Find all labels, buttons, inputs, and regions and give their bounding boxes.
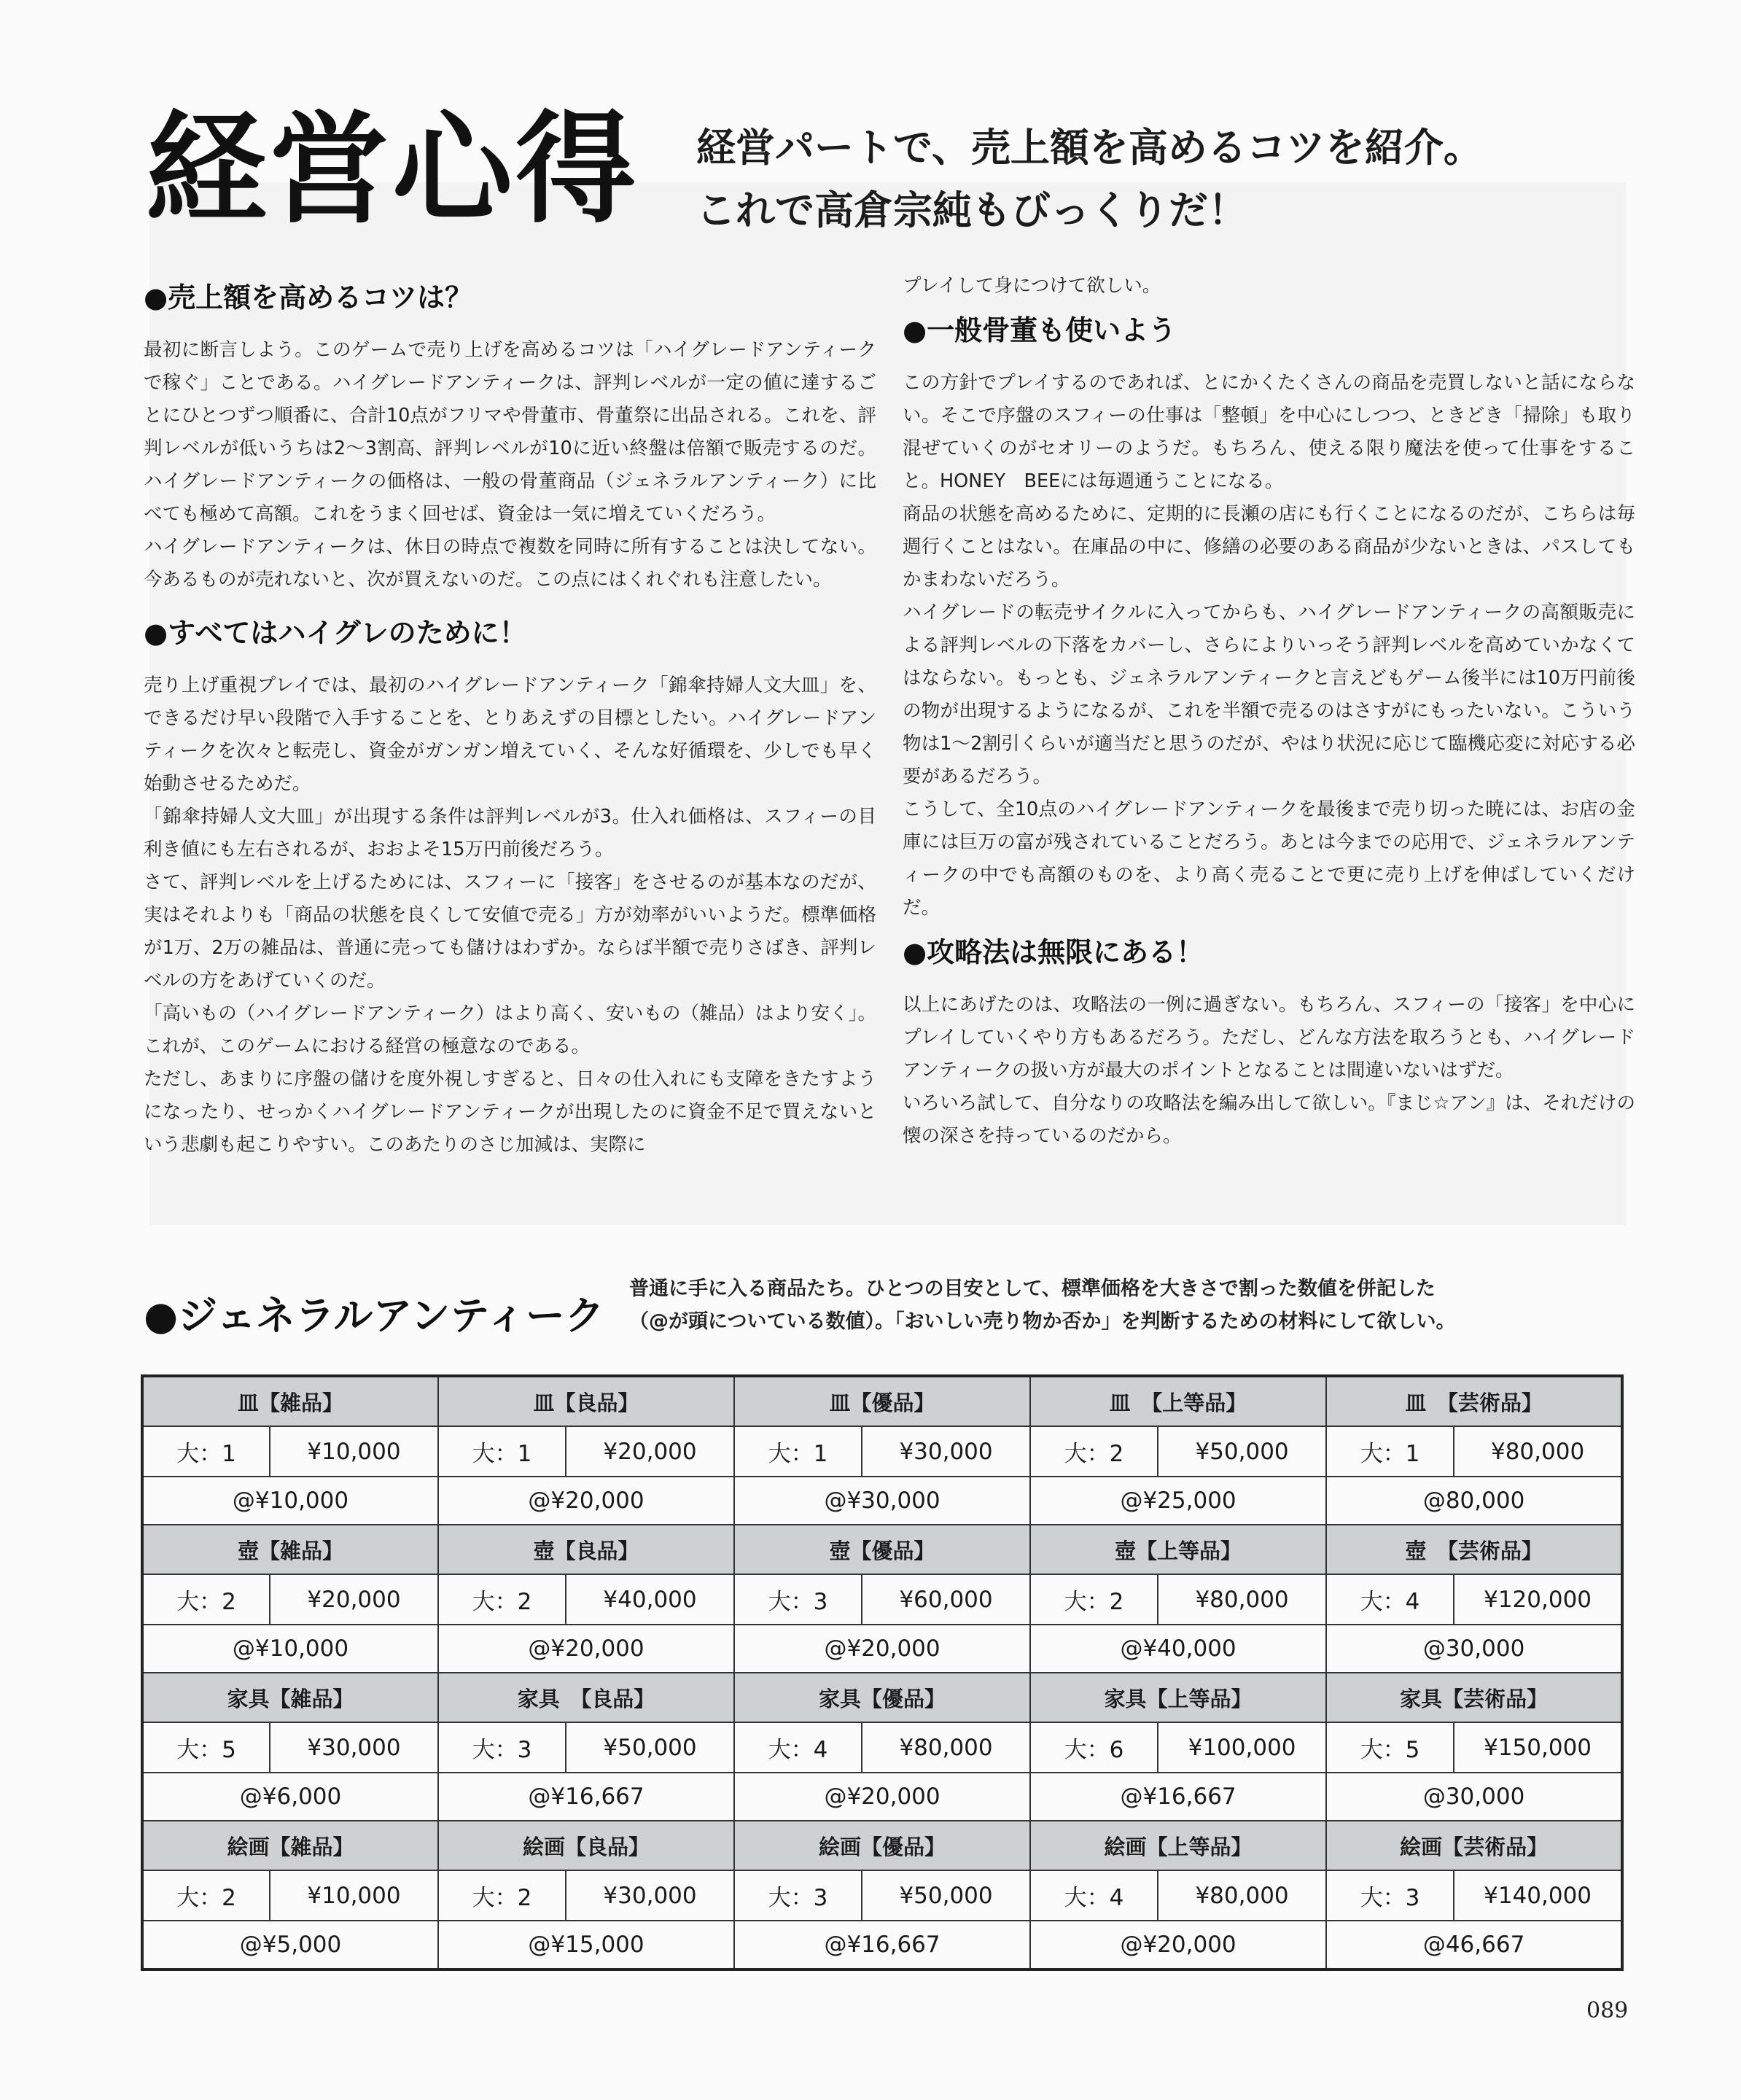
paragraph: プレイして身につけて欲しい。 <box>903 275 1161 297</box>
item-unit-price: @¥6,000 <box>142 1773 438 1821</box>
item-price: ¥20,000 <box>566 1426 734 1477</box>
item-price: ¥80,000 <box>862 1722 1030 1773</box>
item-category-label: 壺【雑品】 <box>142 1525 438 1574</box>
heading-high-grade: ●すべてはハイグレのために！ <box>144 617 527 649</box>
item-price: ¥80,000 <box>1454 1426 1622 1477</box>
item-unit-price: @¥5,000 <box>142 1921 438 1969</box>
item-size: 大：3 <box>438 1722 566 1773</box>
item-category-label: 皿【優品】 <box>734 1376 1030 1426</box>
item-size: 大：1 <box>438 1426 566 1477</box>
left-column <box>144 277 876 1162</box>
item-price: ¥60,000 <box>862 1574 1030 1625</box>
heading-general-antique-use: ●一般骨董も使いよう <box>903 314 1177 346</box>
item-price: ¥120,000 <box>1454 1574 1622 1625</box>
item-price: ¥50,000 <box>1158 1426 1326 1477</box>
unit-price-row <box>142 1477 1622 1525</box>
item-size: 大：3 <box>1326 1870 1454 1921</box>
item-unit-price: @¥20,000 <box>1030 1921 1326 1969</box>
item-category-label: 家具【雑品】 <box>142 1673 438 1722</box>
item-unit-price: @46,667 <box>1326 1921 1622 1969</box>
heading-infinite-strategy: ●攻略法は無限にある！ <box>903 936 1204 968</box>
item-size: 大：4 <box>734 1722 862 1773</box>
item-category-label: 家具【芸術品】 <box>1326 1673 1622 1722</box>
item-unit-price: @¥40,000 <box>1030 1625 1326 1673</box>
item-category-label: 絵画【上等品】 <box>1030 1821 1326 1870</box>
category-header-row <box>142 1673 1622 1722</box>
item-size: 大：2 <box>142 1574 270 1625</box>
item-size: 大：5 <box>1326 1722 1454 1773</box>
item-size: 大：2 <box>1030 1426 1158 1477</box>
item-unit-price: @¥10,000 <box>142 1477 438 1525</box>
item-size: 大：3 <box>734 1574 862 1625</box>
unit-price-row <box>142 1921 1622 1969</box>
size-price-row <box>142 1426 1622 1477</box>
item-size: 大：4 <box>1030 1870 1158 1921</box>
item-category-label: 絵画【優品】 <box>734 1821 1030 1870</box>
item-size: 大：6 <box>1030 1722 1158 1773</box>
item-price: ¥10,000 <box>270 1426 438 1477</box>
item-category-label: 皿 【芸術品】 <box>1326 1376 1622 1426</box>
paragraph: 売り上げ重視プレイでは、最初のハイグレードアンティーク「錦傘持婦人文大皿」を、できるだけ早い段階で入手することを、とりあえずの目標としたい。ハイグレードアンティークを次々と転売し、資金がガンガン増えていく、そんな好循環を、少しでも早く始動させるためだ。 <box>144 674 876 795</box>
item-category-label: 壺 【芸術品】 <box>1326 1525 1622 1574</box>
item-category-label: 皿 【上等品】 <box>1030 1376 1326 1426</box>
paragraph: 最初に断言しよう。このゲームで売り上げを高めるコツは「ハイグレードアンティークで稼ぐ」ことである。ハイグレードアンティークは、評判レベルが一定の値に達するごとにひとつずつ順番に、合計10点がフリマや骨董市、骨董祭に出品される。これを、評判レベルが低いうちは2〜3割高、評判レベルが10に近い終盤は倍額で販売するのだ。ハイグレードアンティークの価格は、一般の骨董商品（ジェネラルアンティーク）に比べても極めて高額。これをうまく回せば、資金は一気に増えていくだろう。 <box>144 339 876 525</box>
item-size: 大：2 <box>438 1870 566 1921</box>
item-category-label: 絵画【雑品】 <box>142 1821 438 1870</box>
note-line-2: （@が頭についている数値）。「おいしい売り物か否か」を判断するための材料にして欲しい。 <box>629 1310 1456 1333</box>
item-category-label: 壺【上等品】 <box>1030 1525 1326 1574</box>
category-header-row <box>142 1525 1622 1574</box>
item-unit-price: @¥20,000 <box>734 1625 1030 1673</box>
page-number: 089 <box>1586 1998 1629 2023</box>
item-unit-price: @30,000 <box>1326 1625 1622 1673</box>
paragraph: 商品の状態を高めるために、定期的に長瀬の店にも行くことになるのだが、こちらは毎週行くことはない。在庫品の中に、修繕の必要のある商品が少ないときは、パスしてもかまわないだろう。 <box>903 503 1635 591</box>
item-price: ¥20,000 <box>270 1574 438 1625</box>
note-line-1: 普通に手に入る商品たち。ひとつの目安として、標準価格を大きさで割った数値を併記した <box>629 1278 1436 1300</box>
item-category-label: 壺【優品】 <box>734 1525 1030 1574</box>
unit-price-row <box>142 1773 1622 1821</box>
item-price: ¥30,000 <box>270 1722 438 1773</box>
item-size: 大：5 <box>142 1722 270 1773</box>
item-price: ¥40,000 <box>566 1574 734 1625</box>
paragraph: ハイグレードアンティークは、休日の時点で複数を同時に所有することは決してない。今あるものが売れないと、次が買えないのだ。この点にはくれぐれも注意したい。 <box>144 536 876 591</box>
item-price: ¥80,000 <box>1158 1574 1326 1625</box>
size-price-row <box>142 1574 1622 1625</box>
size-price-row <box>142 1870 1622 1921</box>
general-antique-heading: ●ジェネラルアンティーク <box>144 1293 604 1339</box>
page-subtitle <box>696 117 1483 242</box>
item-category-label: 家具【優品】 <box>734 1673 1030 1722</box>
page-title: 経営心得 <box>146 99 639 239</box>
paragraph: さて、評判レベルを上げるためには、スフィーに「接客」をさせるのが基本なのだが、実はそれよりも「商品の状態を良くして安値で売る」方が効率がいいようだ。標準価格が1万、2万の雑品は、普通に売っても儲けはわずか。ならば半額で売りさばき、評判レベルの方をあげていくのだ。 <box>144 871 876 992</box>
item-size: 大：1 <box>734 1426 862 1477</box>
item-category-label: 皿【良品】 <box>438 1376 734 1426</box>
item-unit-price: @¥25,000 <box>1030 1477 1326 1525</box>
item-size: 大：1 <box>142 1426 270 1477</box>
item-category-label: 家具 【良品】 <box>438 1673 734 1722</box>
paragraph: ただし、あまりに序盤の儲けを度外視しすぎると、日々の仕入れにも支障をきたすようになったり、せっかくハイグレードアンティークが出現したのに資金不足で買えないという悲劇も起こりやすい。このあたりのさじ加減は、実際に <box>144 1068 876 1156</box>
paragraph: 「錦傘持婦人文大皿」が出現する条件は評判レベルが3。仕入れ価格は、スフィーの目利き値にも左右されるが、おおよそ15万円前後だろう。 <box>144 806 876 860</box>
item-unit-price: @¥10,000 <box>142 1625 438 1673</box>
item-category-label: 絵画【良品】 <box>438 1821 734 1870</box>
item-size: 大：2 <box>142 1870 270 1921</box>
item-price: ¥150,000 <box>1454 1722 1622 1773</box>
item-unit-price: @¥20,000 <box>438 1625 734 1673</box>
subtitle-line-1: 経営パートで、売上額を高めるコツを紹介。 <box>696 125 1483 171</box>
item-unit-price: @30,000 <box>1326 1773 1622 1821</box>
item-price: ¥100,000 <box>1158 1722 1326 1773</box>
item-category-label: 家具【上等品】 <box>1030 1673 1326 1722</box>
item-unit-price: @¥15,000 <box>438 1921 734 1969</box>
item-unit-price: @¥16,667 <box>734 1921 1030 1969</box>
general-antique-note <box>629 1272 1455 1338</box>
item-price: ¥50,000 <box>862 1870 1030 1921</box>
item-size: 大：4 <box>1326 1574 1454 1625</box>
paragraph: いろいろ試して、自分なりの攻略法を編み出して欲しい。『まじ☆アン』は、それだけの懐の深さを持っているのだから。 <box>903 1092 1635 1147</box>
item-unit-price: @¥20,000 <box>734 1773 1030 1821</box>
item-size: 大：1 <box>1326 1426 1454 1477</box>
item-size: 大：3 <box>734 1870 862 1921</box>
item-price: ¥50,000 <box>566 1722 734 1773</box>
item-price: ¥30,000 <box>566 1870 734 1921</box>
size-price-row <box>142 1722 1622 1773</box>
item-price: ¥10,000 <box>270 1870 438 1921</box>
item-price: ¥30,000 <box>862 1426 1030 1477</box>
item-category-label: 皿【雑品】 <box>142 1376 438 1426</box>
unit-price-row <box>142 1625 1622 1673</box>
paragraph: ハイグレードの転売サイクルに入ってからも、ハイグレードアンティークの高額販売による評判レベルの下落をカバーし、さらによりいっそう評判レベルを高めていかなくてはならない。もっとも、ジェネラルアンティークと言えどもゲーム後半には10万円前後の物が出現するようになるが、これを半額で売るのはさすがにもったいない。こういう物は1〜2割引くらいが適当だと思うのだが、やはり状況に応じて臨機応変に対応する必要があるだろう。 <box>903 602 1635 788</box>
item-unit-price: @¥16,667 <box>1030 1773 1326 1821</box>
item-unit-price: @80,000 <box>1326 1477 1622 1525</box>
item-price: ¥80,000 <box>1158 1870 1326 1921</box>
item-size: 大：2 <box>438 1574 566 1625</box>
category-header-row <box>142 1376 1622 1426</box>
paragraph: 「高いもの（ハイグレードアンティーク）はより高く、安いもの（雑品）はより安く」。これが、このゲームにおける経営の極意なのである。 <box>144 1003 876 1057</box>
heading-sales-tips: ●売上額を高めるコツは？ <box>144 281 473 314</box>
paragraph: こうして、全10点のハイグレードアンティークを最後まで売り切った暁には、お店の金庫には巨万の富が残されていることだろう。あとは今までの応用で、ジェネラルアンティークの中でも高額のものを、より高く売ることで更に売り上げを伸ばしていくだけだ。 <box>903 798 1635 919</box>
item-category-label: 壺【良品】 <box>438 1525 734 1574</box>
right-column <box>903 270 1635 1153</box>
paragraph: この方針でプレイするのであれば、とにかくたくさんの商品を売買しないと話にならない。そこで序盤のスフィーの仕事は「整頓」を中心にしつつ、ときどき「掃除」も取り混ぜていくのがセオリーのようだ。もちろん、使える限り魔法を使って仕事をすること。HONEY BEEには毎週通うことになる。 <box>903 372 1635 492</box>
subtitle-line-2: これで高倉宗純もびっくりだ！ <box>696 187 1247 233</box>
item-unit-price: @¥20,000 <box>438 1477 734 1525</box>
item-price: ¥140,000 <box>1454 1870 1622 1921</box>
category-header-row <box>142 1821 1622 1870</box>
item-unit-price: @¥30,000 <box>734 1477 1030 1525</box>
item-unit-price: @¥16,667 <box>438 1773 734 1821</box>
item-category-label: 絵画【芸術品】 <box>1326 1821 1622 1870</box>
item-size: 大：2 <box>1030 1574 1158 1625</box>
general-antique-table <box>141 1374 1624 1971</box>
paragraph: 以上にあげたのは、攻略法の一例に過ぎない。もちろん、スフィーの「接客」を中心にプレイしていくやり方もあるだろう。ただし、どんな方法を取ろうとも、ハイグレードアンティークの扱い方が最大のポイントとなることは間違いないはずだ。 <box>903 994 1635 1081</box>
